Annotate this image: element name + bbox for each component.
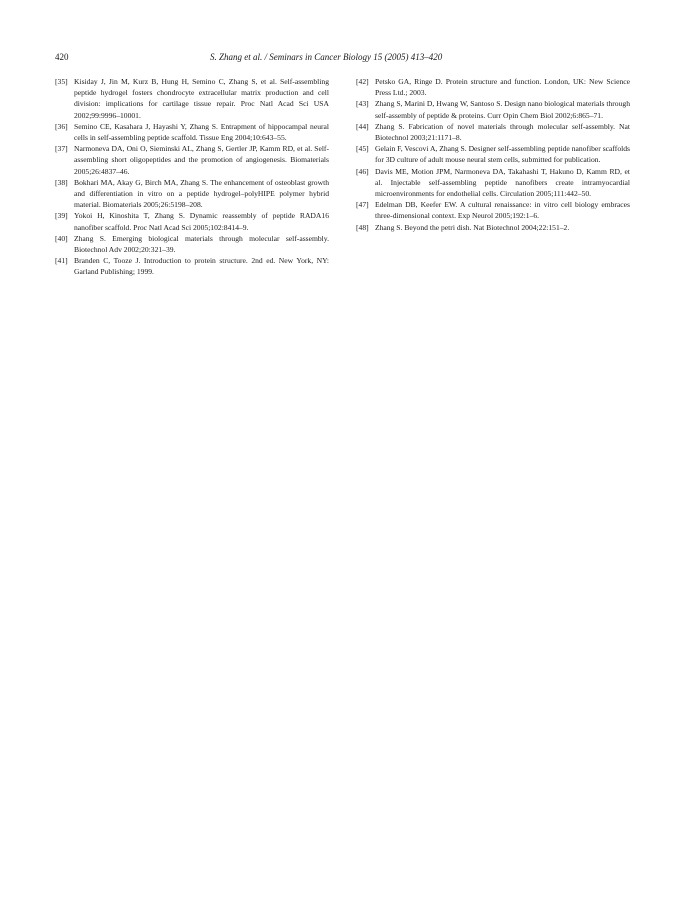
reference-item [55,255,329,277]
reference-number: [36] [55,121,68,131]
reference-item [55,210,329,232]
reference-text: Branden C, Tooze J. Introduction to protein structure. 2nd ed. New York, NY: Garland Publishing; 1999. [74,256,329,277]
reference-text: Yokoi H, Kinoshita T, Zhang S. Dynamic reassembly of peptide RADA16 nanofiber scaffold. Proc Natl Acad Sci 2005;102:8414–9. [74,211,329,232]
reference-text: Bokhari MA, Akay G, Birch MA, Zhang S. The enhancement of osteoblast growth and differentiation in vitro on a peptide hydrogel–polyHIPE polymer hybrid material. Biomaterials 2005;26:5198–208. [74,177,329,210]
reference-number: [43] [356,99,369,109]
reference-number: [39] [55,211,68,221]
reference-number: [38] [55,177,68,187]
reference-item [55,233,329,255]
reference-text: Gelain F, Vescovi A, Zhang S. Designer self-assembling peptide nanofiber scaffolds for 3D culture of adult mouse neural stem cells, submitted for publication. [375,144,630,165]
reference-item [55,121,329,143]
reference-item [356,76,630,98]
page-number: 420 [55,52,69,62]
reference-number: [40] [55,233,68,243]
reference-text: Narmoneva DA, Oni O, Sieminski AL, Zhang S, Gertler JP, Kamm RD, et al. Self-assembling short oligopeptides and the promotion of angiogenesis. Biomaterials 2005;26:4837–46. [74,144,329,176]
reference-text: Edelman DB, Keefer EW. A cultural renaissance: in vitro cell biology embraces three-dimensional context. Exp Neurol 2005;192:1–6. [375,200,630,221]
reference-text: Zhang S. Fabrication of novel materials through molecular self-assembly. Nat Biotechnol 2003;21:1171–8. [375,121,630,143]
reference-number: [44] [356,121,369,131]
reference-text: Zhang S, Marini D, Hwang W, Santoso S. Design nano biological materials through self-assembly of peptide & proteins. Curr Opin Chem Biol 2002;6:865–71. [375,99,630,120]
reference-item [55,177,329,211]
reference-item [356,143,630,165]
reference-number: [46] [356,166,369,176]
reference-number: [37] [55,144,68,154]
reference-number: [45] [356,144,369,154]
reference-list-left [55,76,329,278]
reference-number: [47] [356,200,369,210]
reference-number: [41] [55,256,68,266]
running-head: S. Zhang et al. / Seminars in Cancer Biology 15 (2005) 413–420 [210,52,443,62]
reference-text: Kisiday J, Jin M, Kurz B, Hung H, Semino C, Zhang S, et al. Self-assembling peptide hydrogel fosters chondrocyte extracellular matrix production and cell division: implications for cartilage tissue repair. Proc Natl Acad Sci USA 2002;99:9996–10001. [74,77,329,120]
reference-item [55,76,329,121]
reference-item [356,222,630,233]
reference-text: Zhang S. Emerging biological materials through molecular self-assembly. Biotechnol Adv 2002;20:321–39. [74,233,329,255]
reference-number: [48] [356,222,369,232]
reference-item [356,199,630,221]
reference-text: Semino CE, Kasahara J, Hayashi Y, Zhang S. Entrapment of hippocampal neural cells in self-assembling peptide scaffold. Tissue Eng 2004;10:643–55. [74,121,329,143]
reference-item [356,121,630,143]
reference-text: Petsko GA, Ringe D. Protein structure and function. London, UK: New Science Press Ltd.; 2003. [375,77,630,98]
reference-text: Davis ME, Motion JPM, Narmoneva DA, Takahashi T, Hakuno D, Kamm RD, et al. Injectable self-assembling peptide nanofibers create intramyocardial microenvironments for endothelial cells. Circulation 2005;111:442–50. [375,166,630,199]
reference-item [55,143,329,177]
reference-number: [35] [55,77,68,86]
reference-item [356,166,630,200]
reference-item [356,98,630,120]
reference-text: Zhang S. Beyond the petri dish. Nat Biotechnol 2004;22:151–2. [375,222,570,232]
reference-number: [42] [356,77,369,86]
reference-list-right [356,76,630,233]
